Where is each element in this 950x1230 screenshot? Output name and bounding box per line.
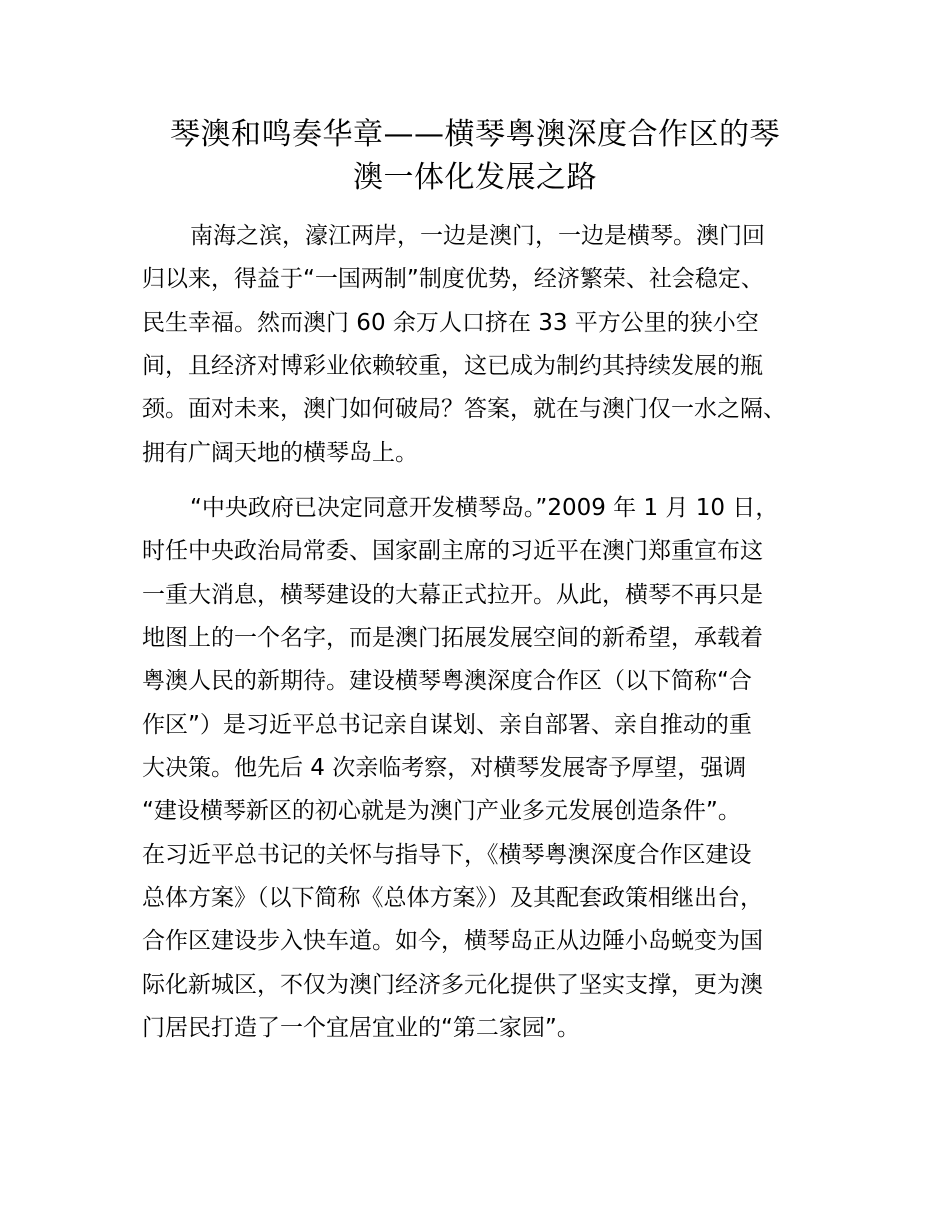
text-line: “建设横琴新区的初心就是为澳门产业多元发展创造条件”。: [142, 798, 741, 824]
text-line: 合作区建设步入快车道。如今，横琴岛正从边陲小岛蜕变为国: [142, 928, 763, 954]
title-line-2: 澳一体化发展之路: [353, 160, 597, 195]
text-line: 作区”）是习近平总书记亲自谋划、亲自部署、亲自推动的重: [142, 711, 752, 738]
text-line: 大决策。他先后 4 次亲临考察，对横琴发展寄予厚望，强调: [142, 755, 747, 781]
text-line: 总体方案》（以下简称《总体方案》）及其配套政策相继出台，: [142, 885, 763, 911]
text-line: 归以来，得益于“一国两制”制度优势，经济繁荣、社会稳定、: [142, 266, 764, 292]
text-line: 地图上的一个名字，而是澳门拓展发展空间的新希望，承载着: [142, 625, 763, 651]
text-line: 一重大消息，横琴建设的大幕正式拉开。从此，横琴不再只是: [142, 581, 763, 608]
text-line: 在习近平总书记的关怀与指导下，《横琴粤澳深度合作区建设: [142, 841, 752, 868]
text-line: “中央政府已决定同意开发横琴岛。”2009 年 1 月 10 日，: [190, 495, 779, 521]
text-line: 门居民打造了一个宜居宜业的“第二家园”。: [142, 1015, 580, 1041]
text-line: 颈。面对未来，澳门如何破局？答案，就在与澳门仅一水之隔、: [142, 396, 786, 422]
text-line: 南海之滨，濠江两岸，一边是澳门，一边是横琴。澳门回: [190, 223, 765, 249]
title-line-1: 琴澳和鸣奏华章——横琴粤澳深度合作区的琴: [170, 117, 780, 152]
text-line: 时任中央政治局常委、国家副主席的习近平在澳门郑重宣布这: [142, 538, 763, 564]
text-line: 际化新城区，不仅为澳门经济多元化提供了坚实支撑，更为澳: [142, 971, 763, 998]
text-line: 粤澳人民的新期待。建设横琴粤澳深度合作区（以下简称“合: [142, 668, 752, 694]
text-line: 间，且经济对博彩业依赖较重，这已成为制约其持续发展的瓶: [142, 353, 763, 379]
document-title: [0, 113, 950, 199]
text-line: 民生幸福。然而澳门 60 余万人口挤在 33 平方公里的狭小空: [142, 309, 759, 336]
text-line: 拥有广阔天地的横琴岛上。: [142, 439, 418, 466]
